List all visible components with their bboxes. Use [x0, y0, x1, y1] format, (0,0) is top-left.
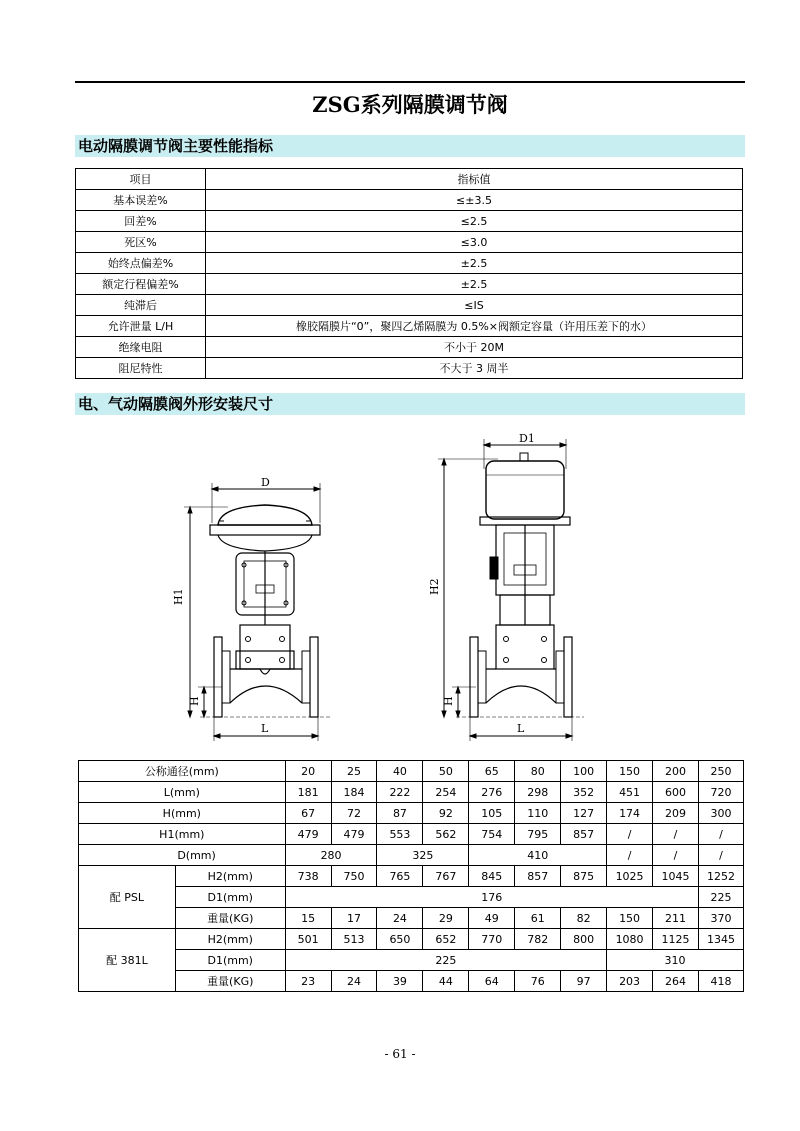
table-row	[79, 782, 744, 803]
cell: 782	[515, 929, 561, 950]
cell: 209	[653, 803, 699, 824]
cell: 553	[377, 824, 423, 845]
cell: 44	[423, 971, 469, 992]
table-row	[76, 295, 743, 316]
cell: 110	[515, 803, 561, 824]
cell: 1345	[698, 929, 743, 950]
table-row	[76, 211, 743, 232]
table-row	[79, 950, 744, 971]
cell: 29	[423, 908, 469, 929]
cell: 276	[469, 782, 515, 803]
row-label-D: D(mm)	[175, 845, 285, 866]
spec-item: 回差%	[76, 211, 206, 232]
label-H1: H1	[172, 588, 185, 605]
cell: 280	[285, 845, 377, 866]
cell: 857	[561, 824, 607, 845]
cell: 800	[561, 929, 607, 950]
table-row	[79, 761, 744, 782]
performance-spec-table	[75, 168, 743, 379]
spec-value: ±2.5	[206, 274, 743, 295]
cell: 97	[561, 971, 607, 992]
cell: 82	[561, 908, 607, 929]
spec-item: 额定行程偏差%	[76, 274, 206, 295]
cell: /	[698, 845, 743, 866]
cell: 410	[469, 845, 607, 866]
cell: 222	[377, 782, 423, 803]
pneumatic-valve-drawing	[184, 483, 330, 741]
cell: 501	[285, 929, 331, 950]
cell: 370	[698, 908, 743, 929]
cell: 24	[331, 971, 377, 992]
cell: 652	[423, 929, 469, 950]
cell: 1080	[607, 929, 653, 950]
cell: 76	[515, 971, 561, 992]
spec-value: 橡胶隔膜片“0”，聚四乙烯隔膜为 0.5%×阀额定容量（许用压差下的水）	[206, 316, 743, 337]
table-row	[76, 253, 743, 274]
table-row	[76, 316, 743, 337]
table-row	[79, 908, 744, 929]
cell: 211	[653, 908, 699, 929]
cell: 250	[698, 761, 743, 782]
cell: 254	[423, 782, 469, 803]
cell: 750	[331, 866, 377, 887]
spec-value: 不小于 20M	[206, 337, 743, 358]
spec-item: 绝缘电阻	[76, 337, 206, 358]
table-row	[76, 232, 743, 253]
spec-value: ≤IS	[206, 295, 743, 316]
cell: 150	[607, 908, 653, 929]
spec-item: 始终点偏差%	[76, 253, 206, 274]
cell: 72	[331, 803, 377, 824]
row-label-H: H(mm)	[79, 803, 286, 824]
cell: 24	[377, 908, 423, 929]
table-row	[79, 824, 744, 845]
table-header-row	[76, 169, 743, 190]
cell: 203	[607, 971, 653, 992]
cell: 600	[653, 782, 699, 803]
cell: 225	[285, 950, 606, 971]
spec-item: 基本误差%	[76, 190, 206, 211]
cell: 754	[469, 824, 515, 845]
spec-item: 死区%	[76, 232, 206, 253]
table-row	[76, 274, 743, 295]
row-label-D1: D1(mm)	[175, 887, 285, 908]
cell: 15	[285, 908, 331, 929]
table-row	[79, 845, 744, 866]
cell: 298	[515, 782, 561, 803]
row-label-H2: H2(mm)	[175, 866, 285, 887]
cell: 17	[331, 908, 377, 929]
cell: 310	[607, 950, 744, 971]
label-H-right: H	[442, 696, 455, 706]
cell: 225	[698, 887, 743, 908]
cell: 40	[377, 761, 423, 782]
cell: 767	[423, 866, 469, 887]
row-label-nominal: 公称通径(mm)	[79, 761, 286, 782]
cell: 100	[561, 761, 607, 782]
row-label-H2: H2(mm)	[175, 929, 285, 950]
cell: 264	[653, 971, 699, 992]
cell: 80	[515, 761, 561, 782]
spec-item: 允许泄量 L/H	[76, 316, 206, 337]
spec-value: ±2.5	[206, 253, 743, 274]
table-row	[79, 971, 744, 992]
cell: 1025	[607, 866, 653, 887]
spec-item: 纯滞后	[76, 295, 206, 316]
section-heading-dimensions: 电、气动隔膜阀外形安装尺寸	[75, 393, 745, 415]
label-L-right: L	[517, 722, 525, 735]
cell: 1045	[653, 866, 699, 887]
row-label-weight: 重量(KG)	[175, 971, 285, 992]
row-label-H1: H1(mm)	[79, 824, 286, 845]
cell: 770	[469, 929, 515, 950]
row-label-L: L(mm)	[79, 782, 286, 803]
cell: 562	[423, 824, 469, 845]
electric-valve-drawing	[438, 439, 584, 741]
row-label-D1: D1(mm)	[175, 950, 285, 971]
cell: 325	[377, 845, 469, 866]
table-row	[79, 803, 744, 824]
table-row	[76, 358, 743, 379]
spec-item: 阻尼特性	[76, 358, 206, 379]
cell: 49	[469, 908, 515, 929]
cell: 795	[515, 824, 561, 845]
header-item: 项目	[76, 169, 206, 190]
cell: 174	[607, 803, 653, 824]
cell: 845	[469, 866, 515, 887]
cell: 23	[285, 971, 331, 992]
label-D1: D1	[519, 432, 535, 445]
cell: 720	[698, 782, 743, 803]
spec-value: ≤2.5	[206, 211, 743, 232]
row-label-weight: 重量(KG)	[175, 908, 285, 929]
spec-value: ≤3.0	[206, 232, 743, 253]
cell: 87	[377, 803, 423, 824]
cell: 1252	[698, 866, 743, 887]
cell: 25	[331, 761, 377, 782]
cell: 479	[285, 824, 331, 845]
label-L-left: L	[261, 722, 269, 735]
page-title: ZSG系列隔膜调节阀	[312, 92, 508, 117]
cell: /	[607, 845, 653, 866]
cell: 50	[423, 761, 469, 782]
cell: 200	[653, 761, 699, 782]
label-H-left: H	[188, 696, 201, 706]
cell: /	[653, 845, 699, 866]
label-D: D	[261, 476, 270, 489]
top-rule	[75, 81, 745, 83]
cell: 39	[377, 971, 423, 992]
cell: /	[698, 824, 743, 845]
cell: 738	[285, 866, 331, 887]
table-row	[79, 887, 744, 908]
cell: 875	[561, 866, 607, 887]
cell: 479	[331, 824, 377, 845]
cell: 451	[607, 782, 653, 803]
cell: /	[607, 824, 653, 845]
page-number: - 61 -	[384, 1047, 416, 1061]
group-label-psl: 配 PSL	[79, 866, 176, 929]
cell: 61	[515, 908, 561, 929]
cell: 1125	[653, 929, 699, 950]
section-heading-performance: 电动隔膜调节阀主要性能指标	[75, 135, 745, 157]
spec-value: 不大于 3 周半	[206, 358, 743, 379]
cell: 64	[469, 971, 515, 992]
cell: 65	[469, 761, 515, 782]
dimensions-table	[78, 760, 744, 992]
cell-blank	[79, 845, 176, 866]
cell: 67	[285, 803, 331, 824]
table-row	[79, 929, 744, 950]
table-row	[79, 866, 744, 887]
cell: 150	[607, 761, 653, 782]
spec-value: ≤±3.5	[206, 190, 743, 211]
cell: 765	[377, 866, 423, 887]
label-H2: H2	[428, 578, 441, 595]
cell: 352	[561, 782, 607, 803]
cell: /	[653, 824, 699, 845]
cell: 300	[698, 803, 743, 824]
cell: 92	[423, 803, 469, 824]
cell: 513	[331, 929, 377, 950]
cell: 418	[698, 971, 743, 992]
cell: 857	[515, 866, 561, 887]
cell: 181	[285, 782, 331, 803]
cell: 105	[469, 803, 515, 824]
cell: 20	[285, 761, 331, 782]
cell: 127	[561, 803, 607, 824]
cell: 184	[331, 782, 377, 803]
table-row	[76, 190, 743, 211]
group-label-381l: 配 381L	[79, 929, 176, 992]
cell: 176	[285, 887, 698, 908]
cell: 650	[377, 929, 423, 950]
table-row	[76, 337, 743, 358]
valve-dimension-drawing	[160, 425, 620, 745]
header-value: 指标值	[206, 169, 743, 190]
